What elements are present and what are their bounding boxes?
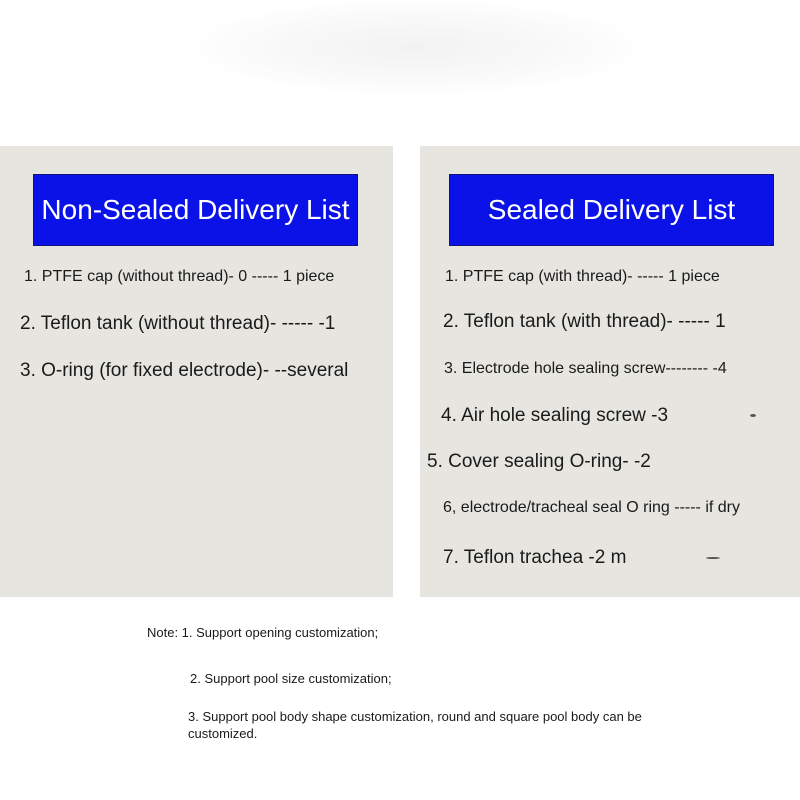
non-sealed-list-title: Non-Sealed Delivery List: [33, 174, 358, 246]
sealed-item: 2. Teflon tank (with thread)- ----- 1: [443, 311, 726, 332]
note-line-3: 3. Support pool body shape customization, round and square pool body can be customized.: [188, 709, 642, 741]
non-sealed-item: 3. O-ring (for fixed electrode)- --several: [20, 360, 349, 381]
non-sealed-item: 1. PTFE cap (without thread)- 0 ----- 1 piece: [24, 268, 335, 285]
sealed-delivery-panel: [420, 146, 800, 597]
sealed-item: 5. Cover sealing O-ring- -2: [427, 451, 651, 472]
image-speck: [706, 557, 720, 559]
note-line-1: Note: 1. Support opening customization;: [147, 625, 379, 640]
sealed-item: 1. PTFE cap (with thread)- ----- 1 piece: [445, 268, 720, 285]
note-line-2: 2. Support pool size customization;: [190, 671, 392, 686]
sealed-list-title: Sealed Delivery List: [449, 174, 774, 246]
blurred-top-image: [190, 0, 640, 95]
non-sealed-delivery-panel: [0, 146, 393, 597]
image-speck: [750, 414, 756, 417]
sealed-item: 4. Air hole sealing screw -3: [441, 405, 669, 426]
sealed-item: 7. Teflon trachea -2 m: [443, 547, 627, 568]
sealed-item: 3. Electrode hole sealing screw-------- -4: [444, 360, 727, 377]
non-sealed-item: 2. Teflon tank (without thread)- ----- -1: [20, 313, 336, 334]
sealed-item: 6, electrode/tracheal seal O ring ----- if dry: [443, 499, 740, 516]
